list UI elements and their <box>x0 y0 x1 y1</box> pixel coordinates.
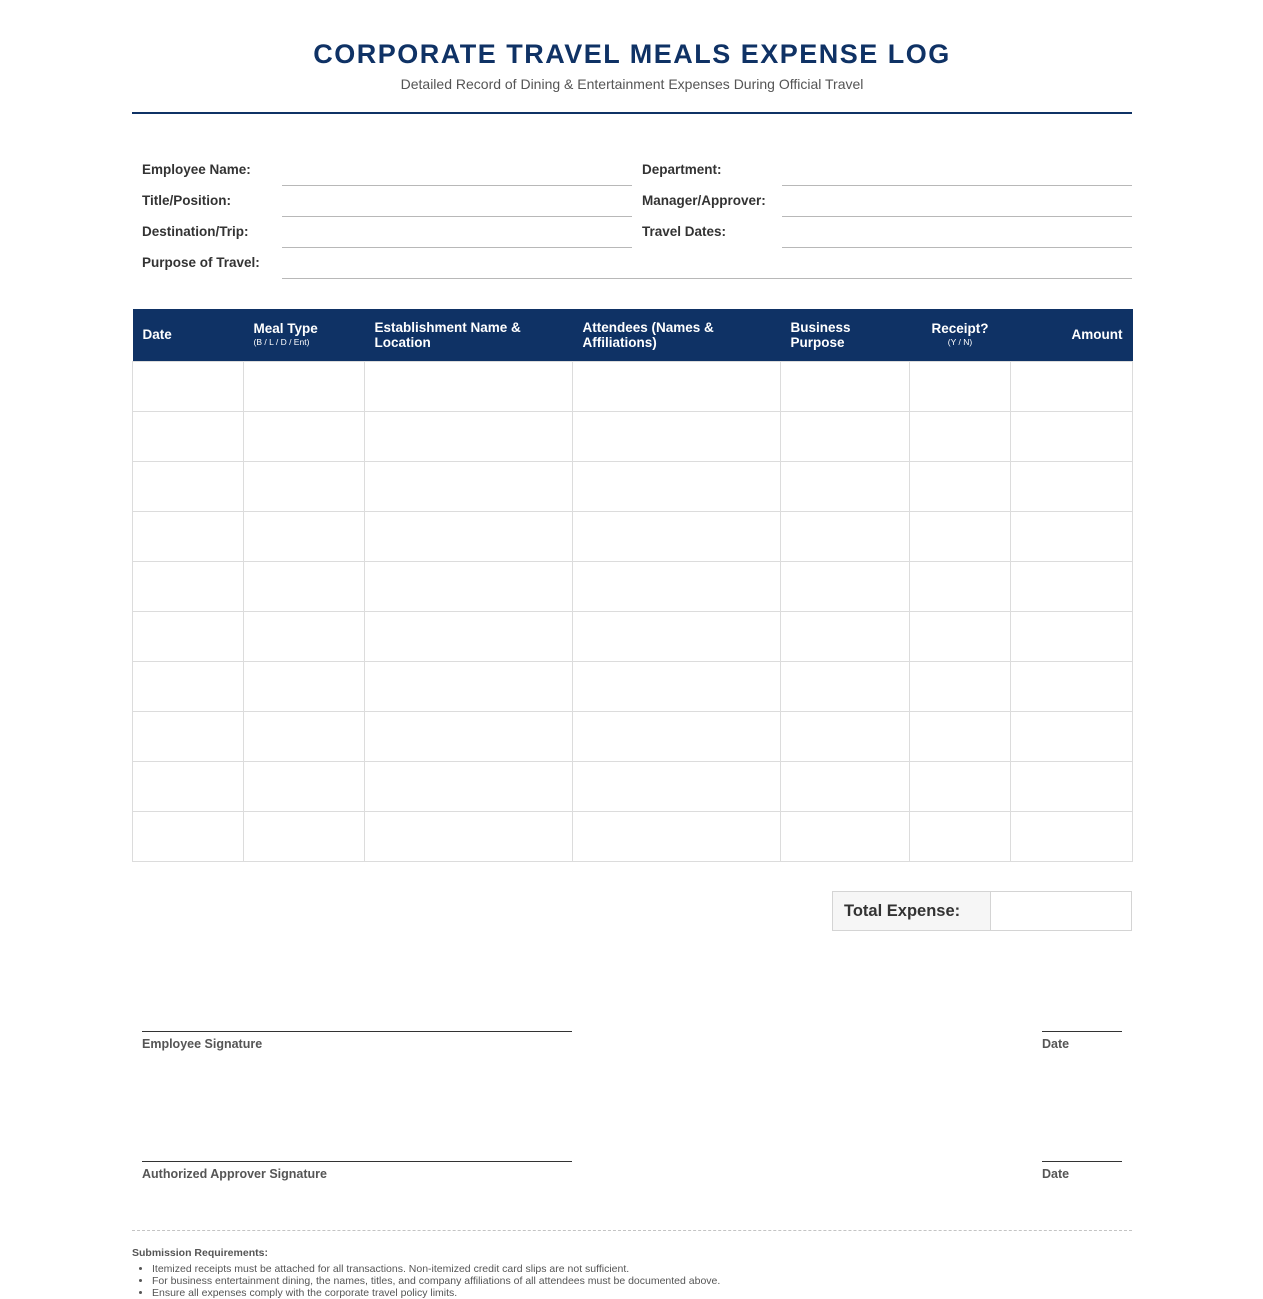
table-cell[interactable] <box>910 711 1011 761</box>
table-cell[interactable] <box>133 411 244 461</box>
column-header-label: Attendees (Names & Affiliations) <box>582 319 714 350</box>
table-cell[interactable] <box>133 561 244 611</box>
table-row <box>133 811 1133 861</box>
table-cell[interactable] <box>365 811 573 861</box>
table-cell[interactable] <box>133 461 244 511</box>
table-row <box>133 761 1133 811</box>
table-cell[interactable] <box>910 461 1011 511</box>
table-cell[interactable] <box>573 611 781 661</box>
table-cell[interactable] <box>1011 761 1133 811</box>
table-cell[interactable] <box>781 611 910 661</box>
purpose-of-travel-field[interactable] <box>282 278 1132 279</box>
employee-signature-line[interactable] <box>142 1031 572 1032</box>
table-cell[interactable] <box>910 511 1011 561</box>
table-cell[interactable] <box>1011 511 1133 561</box>
notes-item: • For business entertainment dining, the names, titles, and company affiliations of all attendees must be documented above. <box>152 1275 1132 1287</box>
table-cell[interactable] <box>365 511 573 561</box>
table-cell[interactable] <box>781 561 910 611</box>
table-cell[interactable] <box>244 811 365 861</box>
table-row <box>133 411 1133 461</box>
table-cell[interactable] <box>244 411 365 461</box>
table-cell[interactable] <box>573 361 781 411</box>
title-position-label: Title/Position: <box>142 193 232 208</box>
notes-item: • Itemized receipts must be attached for all transactions. Non-itemized credit card slips are not sufficient. <box>152 1263 1132 1275</box>
table-cell[interactable] <box>573 711 781 761</box>
table-row <box>133 561 1133 611</box>
table-cell[interactable] <box>133 761 244 811</box>
table-cell[interactable] <box>1011 711 1133 761</box>
table-cell[interactable] <box>910 811 1011 861</box>
table-cell[interactable] <box>133 811 244 861</box>
table-cell[interactable] <box>910 661 1011 711</box>
table-row <box>133 511 1133 561</box>
table-row <box>133 661 1133 711</box>
table-cell[interactable] <box>1011 411 1133 461</box>
table-cell[interactable] <box>573 811 781 861</box>
table-cell[interactable] <box>781 361 910 411</box>
approver-date-line[interactable] <box>1042 1161 1122 1162</box>
table-cell[interactable] <box>1011 361 1133 411</box>
table-cell[interactable] <box>781 711 910 761</box>
table-cell[interactable] <box>573 411 781 461</box>
table-cell[interactable] <box>133 361 244 411</box>
table-cell[interactable] <box>133 511 244 561</box>
table-cell[interactable] <box>781 661 910 711</box>
column-header-label: Meal Type <box>253 321 318 337</box>
column-header-attendees <box>573 309 781 361</box>
column-header-label: Amount <box>1071 327 1123 343</box>
table-cell[interactable] <box>244 711 365 761</box>
employee-date-line[interactable] <box>1042 1031 1122 1032</box>
title-position-field[interactable] <box>282 216 632 217</box>
table-cell[interactable] <box>781 411 910 461</box>
table-cell[interactable] <box>573 511 781 561</box>
table-cell[interactable] <box>573 661 781 711</box>
department-field[interactable] <box>782 185 1132 186</box>
column-header-label: Date <box>142 327 172 343</box>
header-divider <box>132 112 1132 114</box>
table-cell[interactable] <box>365 761 573 811</box>
table-cell[interactable] <box>133 661 244 711</box>
column-header-label: Business Purpose <box>790 319 851 350</box>
column-header-label: Receipt? <box>931 321 989 337</box>
approver-signature-line[interactable] <box>142 1161 572 1162</box>
table-cell[interactable] <box>244 361 365 411</box>
column-header-establishment <box>365 309 573 361</box>
table-cell[interactable] <box>244 511 365 561</box>
table-cell[interactable] <box>1011 611 1133 661</box>
table-cell[interactable] <box>573 561 781 611</box>
table-cell[interactable] <box>1011 661 1133 711</box>
approver-signature-label: Authorized Approver Signature <box>142 1167 327 1181</box>
table-cell[interactable] <box>244 561 365 611</box>
notes-list <box>132 1263 1132 1299</box>
table-cell[interactable] <box>910 411 1011 461</box>
destination-trip-field[interactable] <box>282 247 632 248</box>
total-expense-value[interactable] <box>991 892 1131 930</box>
table-cell[interactable] <box>365 661 573 711</box>
table-cell[interactable] <box>365 361 573 411</box>
table-cell[interactable] <box>1011 561 1133 611</box>
table-row <box>133 611 1133 661</box>
destination-trip-label: Destination/Trip: <box>142 224 249 239</box>
employee-name-label: Employee Name: <box>142 162 251 177</box>
approver-date-label: Date <box>1042 1167 1070 1181</box>
column-header-receipt <box>910 309 1011 361</box>
table-cell[interactable] <box>910 561 1011 611</box>
notes-item: • Ensure all expenses comply with the corporate travel policy limits. <box>152 1287 1132 1299</box>
table-row <box>133 461 1133 511</box>
purpose-of-travel-label: Purpose of Travel: <box>142 255 260 270</box>
table-cell[interactable] <box>1011 461 1133 511</box>
table-cell[interactable] <box>365 711 573 761</box>
column-header-date <box>133 309 244 361</box>
column-header-meal-type <box>244 309 365 361</box>
column-header-business-purpose <box>781 309 910 361</box>
table-cell[interactable] <box>781 461 910 511</box>
expense-table-body <box>133 361 1133 861</box>
employee-name-field[interactable] <box>282 185 632 186</box>
column-header-sublabel: (B / L / D / Ent) <box>253 337 310 348</box>
table-cell[interactable] <box>133 611 244 661</box>
column-header-amount <box>1011 309 1133 361</box>
column-header-sublabel: (Y / N) <box>947 337 973 348</box>
page-subtitle: Detailed Record of Dining & Entertainment Expenses During Official Travel <box>400 76 864 92</box>
table-cell[interactable] <box>244 661 365 711</box>
employee-signature-label: Employee Signature <box>142 1037 263 1051</box>
table-cell[interactable] <box>365 611 573 661</box>
table-cell[interactable] <box>133 711 244 761</box>
table-cell[interactable] <box>244 611 365 661</box>
table-cell[interactable] <box>781 811 910 861</box>
notes-title: Submission Requirements: <box>132 1247 268 1259</box>
table-cell[interactable] <box>781 511 910 561</box>
employee-date-label: Date <box>1042 1037 1070 1051</box>
expense-table <box>132 309 1133 862</box>
travel-dates-label: Travel Dates: <box>642 224 727 239</box>
notes-divider <box>132 1230 1132 1231</box>
table-cell[interactable] <box>365 561 573 611</box>
manager-approver-label: Manager/Approver: <box>642 193 766 208</box>
travel-dates-field[interactable] <box>782 247 1132 248</box>
table-cell[interactable] <box>910 611 1011 661</box>
table-row <box>133 711 1133 761</box>
table-cell[interactable] <box>1011 811 1133 861</box>
table-cell[interactable] <box>910 761 1011 811</box>
table-header-row <box>133 309 1133 361</box>
table-cell[interactable] <box>244 461 365 511</box>
table-cell[interactable] <box>573 761 781 811</box>
total-expense-label: Total Expense: <box>833 892 991 930</box>
table-cell[interactable] <box>365 461 573 511</box>
page-title: CORPORATE TRAVEL MEALS EXPENSE LOG <box>313 39 951 69</box>
table-cell[interactable] <box>910 361 1011 411</box>
table-cell[interactable] <box>573 461 781 511</box>
table-cell[interactable] <box>244 761 365 811</box>
manager-approver-field[interactable] <box>782 216 1132 217</box>
department-label: Department: <box>642 162 722 177</box>
table-cell[interactable] <box>781 761 910 811</box>
table-row <box>133 361 1133 411</box>
total-expense-box <box>832 891 1132 931</box>
column-header-label: Establishment Name & Location <box>374 319 521 350</box>
table-cell[interactable] <box>365 411 573 461</box>
